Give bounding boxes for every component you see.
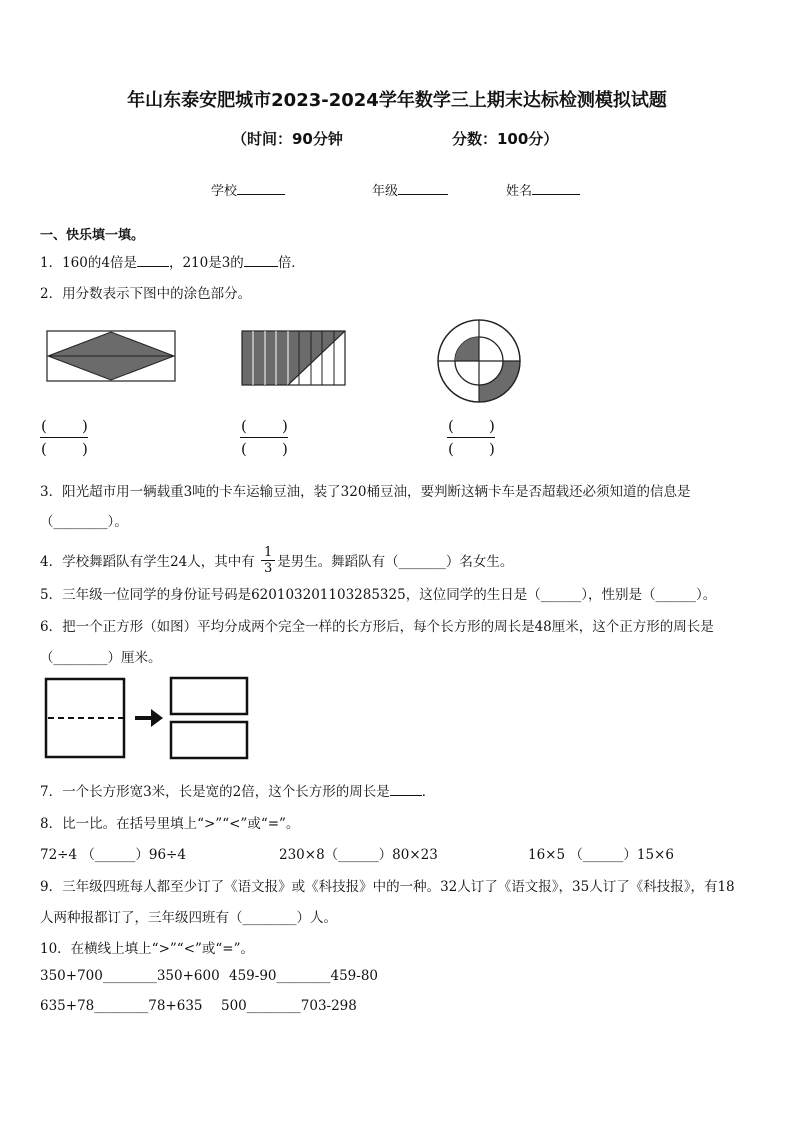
section-heading: 一、快乐填一填。 (40, 228, 145, 243)
compare-item-2[interactable]: 230×8（______）80×23 (279, 847, 438, 863)
rhombus-figure (46, 330, 176, 382)
grade-field: 年级 (372, 180, 448, 199)
compare-item-3[interactable]: 16×5 （______）15×6 (528, 847, 674, 863)
question-2: 2．用分数表示下图中的涂色部分。 (40, 286, 252, 302)
fill-item-2[interactable]: 459-90________459-80 (229, 968, 379, 984)
question-1: 1．160的4倍是 ，210是3的 倍． (40, 255, 305, 271)
question-9-answer[interactable]: 人两种报都订了，三年级四班有（________）人。 (40, 910, 337, 926)
question-6-answer[interactable]: （________）厘米。 (40, 650, 162, 666)
question-10: 10．在横线上填上“>”“<”或“=”。 (40, 941, 255, 957)
score-label: 分数：100分） (452, 130, 559, 148)
fill-item-3[interactable]: 635+78________78+635 (40, 998, 203, 1014)
school-field: 学校 (211, 180, 285, 199)
question-3-answer[interactable]: （________）。 (40, 514, 128, 530)
question-4: 4．学校舞蹈队有学生24人，其中有 $\frac{1}{3}$ 是男生。舞蹈队有（_______）名女生。 (40, 545, 514, 576)
question-3: 3．阳光超市用一辆载重3吨的卡车运输豆油，装了320桶豆油，要判断这辆卡车是否超载还必须知道的信息是 (40, 484, 691, 500)
question-7: 7．一个长方形宽3米，长是宽的2倍，这个长方形的周长是 ． (40, 784, 436, 800)
strips-figure (241, 330, 347, 386)
page-title: 年山东泰安肥城市2023-2024学年数学三上期末达标检测模拟试题 (127, 90, 667, 111)
question-8: 8．比一比。在括号里填上“>”“<”或“=”。 (40, 816, 300, 832)
question-6: 6．把一个正方形（如图）平均分成两个完全一样的长方形后，每个长方形的周长是48厘米，这个正方形的周长是 (40, 619, 714, 635)
ring-figure (436, 318, 522, 404)
square-split-figure (43, 676, 253, 760)
question-5: 5．三年级一位同学的身份证号码是620103201103285325，这位同学的生日是（______），性别是（______）。 (40, 587, 717, 603)
fill-item-4[interactable]: 500________703-298 (221, 998, 357, 1014)
question-9: 9．三年级四班每人都至少订了《语文报》或《科技报》中的一种。32人订了《语文报》，35人订了《科技报》，有18 (40, 879, 735, 895)
name-field: 姓名 (506, 180, 580, 199)
fill-item-1[interactable]: 350+700________350+600 (40, 968, 220, 984)
compare-item-1[interactable]: 72÷4 （______）96÷4 (40, 847, 186, 863)
fraction-one-third: $\frac{1}{3}$ (261, 545, 275, 576)
time-label: （时间：90分钟 (232, 130, 343, 148)
